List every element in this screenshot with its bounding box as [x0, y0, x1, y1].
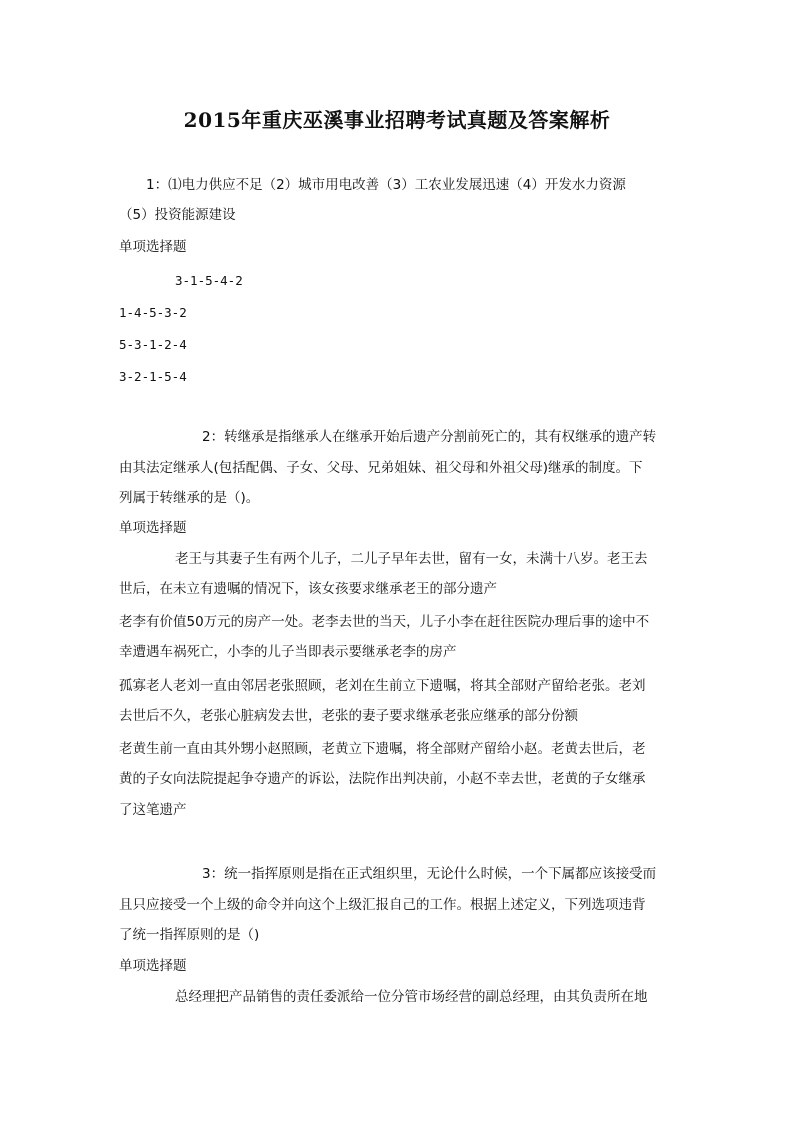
q2-stem-line3: 列属于转继承的是（)。 [119, 490, 260, 506]
q3-stem-line2: 且只应接受一个上级的命令并向这个上级汇报自己的工作。根据上述定义，下列选项违背 [119, 897, 646, 913]
document-title: 2015年重庆巫溪事业招聘考试真题及答案解析 [183, 108, 611, 132]
q1-stem-line1: 1：⑴电力供应不足（2）城市用电改善（3）工农业发展迅速（4）开发水力资源 [146, 177, 626, 193]
q2-option-line: 老李有价值50万元的房产一处。老李去世的当天，儿子小李在赶往医院办理后事的途中不 [119, 614, 650, 630]
q2-option-line: 黄的子女向法院提起争夺遗产的诉讼，法院作出判决前，小赵不幸去世，老黄的子女继承 [119, 771, 646, 787]
q2-option-line: 孤寡老人老刘一直由邻居老张照顾，老刘在生前立下遗嘱，将其全部财产留给老张。老刘 [119, 678, 646, 694]
q2-option-line: 了这笔遗产 [119, 802, 187, 818]
q2-option-line: 世后，在未立有遗嘱的情况下，该女孩要求继承老王的部分遗产 [119, 581, 497, 597]
q3-question-type: 单项选择题 [119, 958, 187, 974]
q1-stem-line2: （5）投资能源建设 [119, 207, 236, 223]
q2-option-line: 幸遭遇车祸死亡，小李的儿子当即表示要继承老李的房产 [119, 644, 457, 660]
q3-option-line: 总经理把产品销售的责任委派给一位分管市场经营的副总经理，由其负责所在地 [175, 989, 648, 1005]
q3-stem-line1: 3：统一指挥原则是指在正式组织里，无论什么时候，一个下属都应该接受而 [202, 866, 657, 882]
q1-question-type: 单项选择题 [119, 239, 187, 255]
q2-question-type: 单项选择题 [119, 520, 187, 536]
q3-stem-line3: 了统一指挥原则的是（) [119, 927, 260, 943]
q2-stem-line1: 2：转继承是指继承人在继承开始后遗产分割前死亡的，其有权继承的遗产转 [202, 429, 657, 445]
q2-option-line: 老王与其妻子生有两个儿子，二儿子早年去世，留有一女，未满十八岁。老王去 [175, 551, 648, 567]
q1-option-a: 3-1-5-4-2 [175, 273, 243, 288]
q1-option-b: 1-4-5-3-2 [119, 305, 187, 320]
q1-option-c: 5-3-1-2-4 [119, 337, 187, 352]
q2-option-line: 去世后不久，老张心脏病发去世，老张的妻子要求继承老张应继承的部分份额 [119, 708, 578, 724]
q2-option-line: 老黄生前一直由其外甥小赵照顾，老黄立下遗嘱，将全部财产留给小赵。老黄去世后，老 [119, 741, 646, 757]
q1-option-d: 3-2-1-5-4 [119, 369, 187, 384]
q2-stem-line2: 由其法定继承人(包括配偶、子女、父母、兄弟姐妹、祖父母和外祖父母)继承的制度。下 [119, 460, 643, 476]
